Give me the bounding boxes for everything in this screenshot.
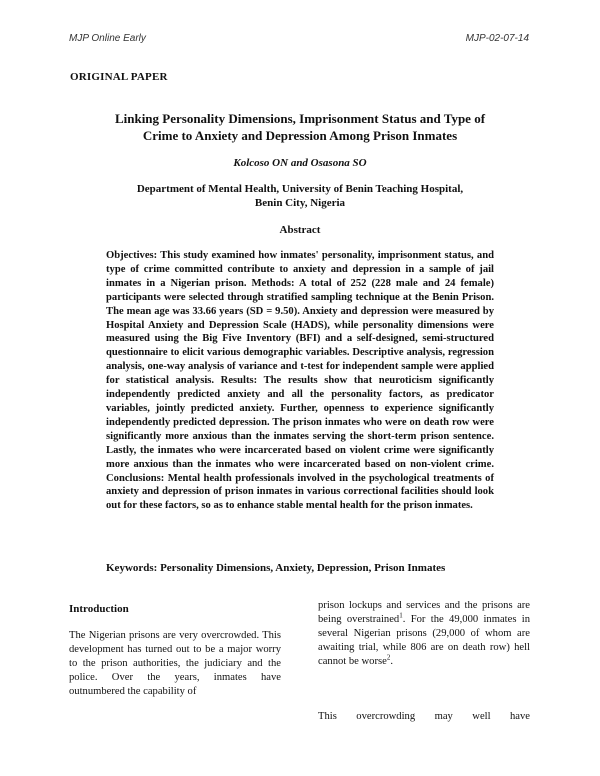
journal-header: MJP Online Early bbox=[69, 33, 146, 44]
authors: Kolcoso ON and Osasona SO bbox=[233, 157, 367, 169]
paper-type: ORIGINAL PAPER bbox=[70, 71, 168, 83]
intro-text-part-3: . bbox=[390, 656, 393, 667]
affiliation-line-2: Benin City, Nigeria bbox=[254, 197, 346, 209]
introduction-heading: Introduction bbox=[69, 603, 129, 615]
introduction-right-column-continued: This overcrowding may well have bbox=[318, 711, 530, 722]
introduction-right-column bbox=[318, 599, 530, 669]
affiliation-line-1: Department of Mental Health, University of Benin Teaching Hospital, bbox=[136, 183, 464, 195]
intro-text-part-1: prison lockups and services and the prisons are being overstrained bbox=[318, 600, 530, 625]
article-id: MJP-02-07-14 bbox=[465, 33, 529, 44]
paper-title: Linking Personality Dimensions, Imprisonment Status and Type of Crime to Anxiety and Depression Among Prison Inmates bbox=[114, 111, 486, 143]
affiliation bbox=[100, 182, 500, 210]
introduction-left-column: The Nigerian prisons are very overcrowded. This development has turned out to be a major worry to the prison authorities, the judiciary and the police. Over the years, inmates have outnumbered the capability of bbox=[69, 630, 281, 697]
keywords-list: : Personality Dimensions, Anxiety, Depression, Prison Inmates bbox=[153, 562, 446, 574]
reference-2[interactable]: 2 bbox=[386, 653, 391, 662]
keywords bbox=[106, 562, 445, 574]
intro-text-part-2: . For the 49,000 inmates in several Nigerian prisons (29,000 of whom are awaiting trial, while 806 are on death row) hell cannot be worse bbox=[318, 614, 531, 667]
abstract-heading: Abstract bbox=[279, 224, 321, 236]
reference-1[interactable]: 1 bbox=[399, 611, 403, 620]
abstract-body: Objectives: This study examined how inmates' personality, imprisonment status, and type of crime committed contribute to anxiety and depression in a sample of jail inmates in a Nigerian prison. Methods: A total of 252 (228 male and 24 female) participants were selected through stratified sampling technique at the Benin Prison. The mean age was 33.66 years (SD = 9.50). Anxiety and depression were measured by Hospital Anxiety and Depression Scale (HADS), while personality dimensions were measured using the Big Five Inventory (BFI) and a self-designed, semi-structured questionnaire to elicit various demographic variables. Descriptive analysis, regression analysis, one-way analysis of variance and t-test for independent sample were applied for statistical analysis. Results: The results show that neuroticism significantly independently predicted anxiety and all the personality factors, as predicator variables, jointly predicted anxiety. Further, openness to experience significantly independently predicted depression. The prison inmates who were on death row were significantly more anxious than the inmates serving the short-term prison sentence. Lastly, the inmates who were incarcerated based on violent crime were significantly more anxious than the inmates who were incarcerated based on non-violent crime. Conclusions: Mental health professionals involved in the psychological treatments of anxiety and depression of prison inmates in various correctional facilities should look out for these factors, so as to enhance stable mental health for the prison inmates. bbox=[106, 250, 494, 512]
keywords-label: Keywords bbox=[106, 562, 154, 574]
